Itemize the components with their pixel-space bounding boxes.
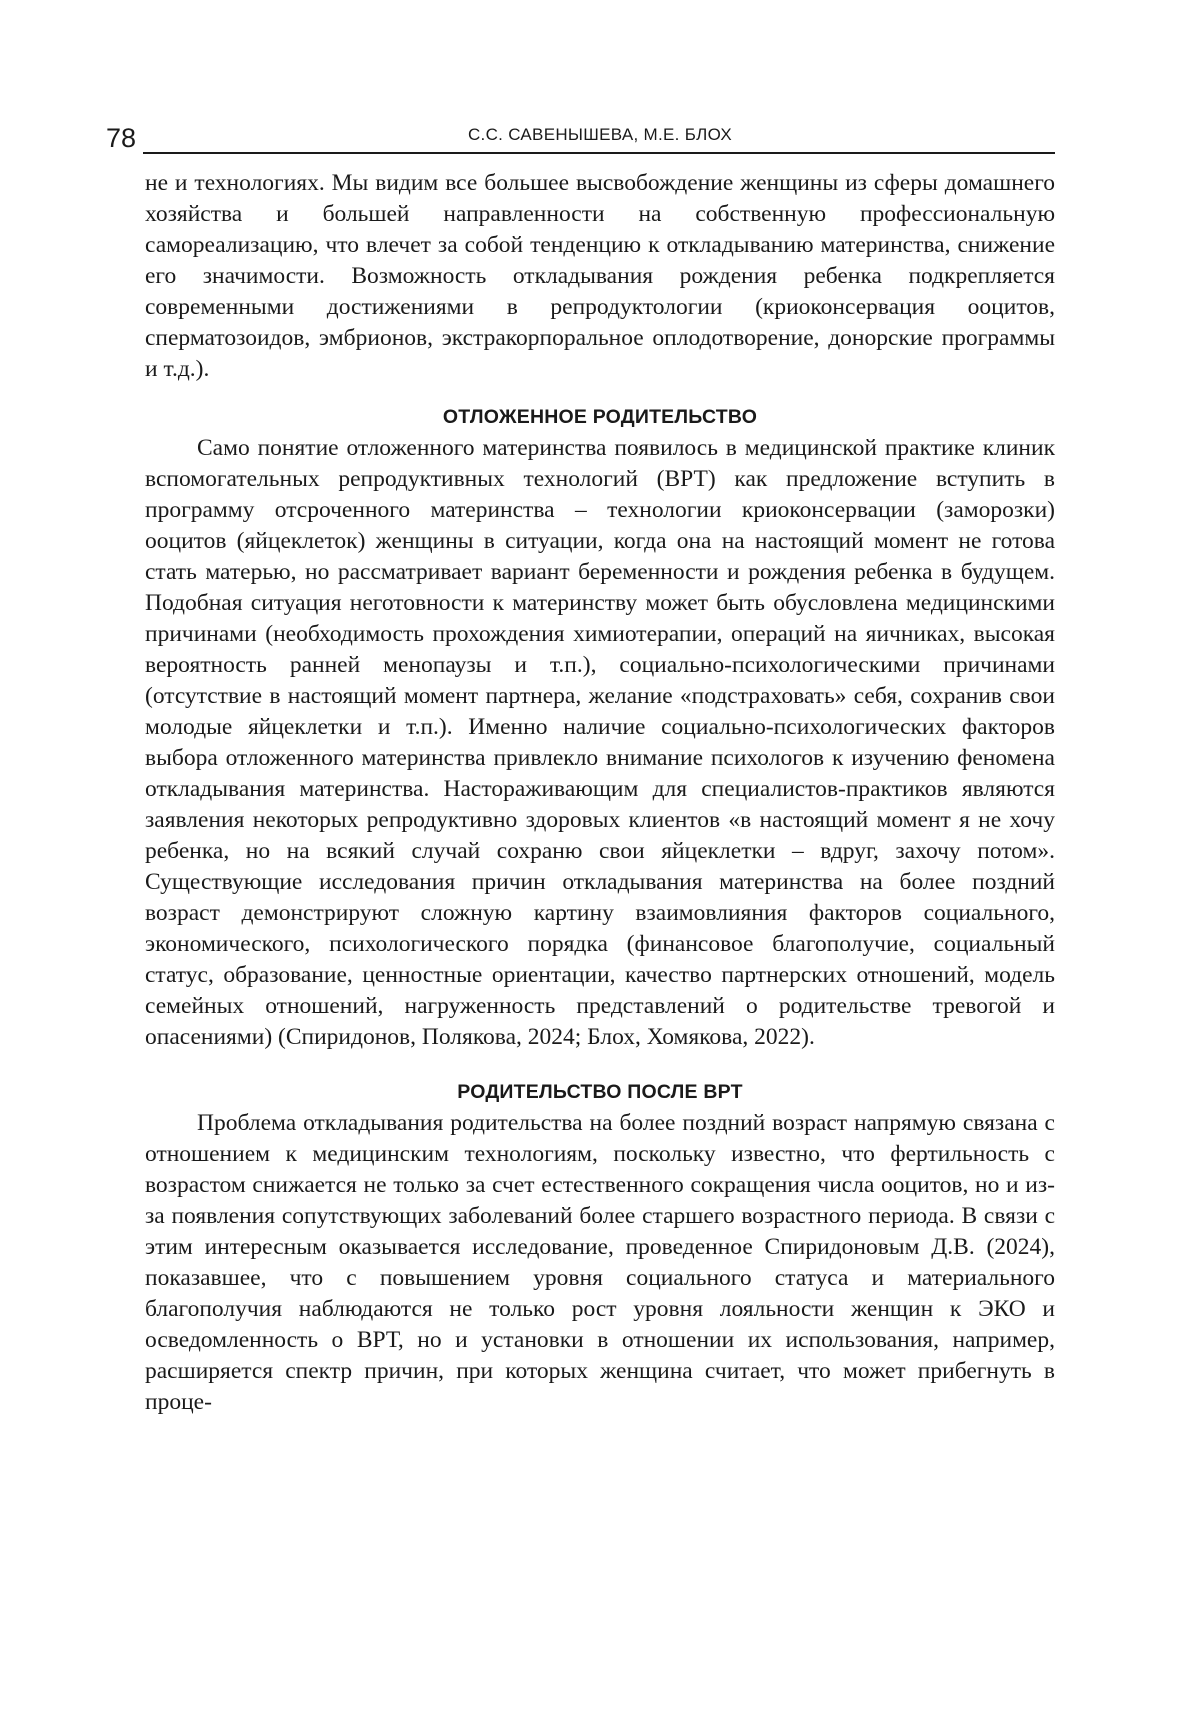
page-body xyxy=(145,168,1055,1418)
intro-paragraph: не и технологиях. Мы видим все большее высвобождение женщины из сферы домашнего хозяйства и большей направленности на собственную профессиональную самореализацию, что влечет за собой тенденцию к откладыванию материнства, снижение его значимости. Возможность откладывания рождения ребенка подкрепляется современными достижениями в репродуктологии (криоконсервация ооцитов, сперматозоидов, эмбрионов, экстракорпоральное оплодотворение, донорские программы и т.д.). xyxy=(145,170,1055,382)
running-head: С.С. САВЕНЫШЕВА, М.Е. БЛОХ xyxy=(467,125,733,144)
section-heading-deferred-parenthood: ОТЛОЖЕННОЕ РОДИТЕЛЬСТВО xyxy=(442,406,758,428)
section-heading-parenthood-after-art: РОДИТЕЛЬСТВО ПОСЛЕ ВРТ xyxy=(457,1081,743,1103)
section-paragraph-deferred-parenthood: Само понятие отложенного материнства появилось в медицинской практике клиник вспомогательных репродуктивных технологий (ВРТ) как предложение вступить в программу отсроченного материнства – технологии криоконсервации (заморозки) ооцитов (яйцеклеток) женщины в ситуации, когда она на настоящий момент не готова стать матерью, но рассматривает вариант беременности и рождения ребенка в будущем. Подобная ситуация неготовности к материнству может быть обусловлена медицинскими причинами (необходимость прохождения химиотерапии, операций на яичниках, высокая вероятность ранней менопаузы и т.п.), социально-психологическими причинами (отсутствие в настоящий момент партнера, желание «подстраховать» себя, сохранив свои молодые яйцеклетки и т.п.). Именно наличие социально-психологических факторов выбора отложенного материнства привлекло внимание психологов к изучению феномена откладывания материнства. Настораживающим для специалистов-практиков являются заявления некоторых репродуктивно здоровых клиентов «в настоящий момент я не хочу ребенка, но на всякий случай сохраню свои яйцеклетки – вдруг, захочу потом». Существующие исследования причин откладывания материнства на более поздний возраст демонстрируют сложную картину взаимовлияния факторов социального, экономического, психологического порядка (финансовое благополучие, социальный статус, образование, ценностные ориентации, качество партнерских отношений, модель семейных отношений, нагруженность представлений о родительстве тревогой и опасениями) (Спиридонов, Полякова, 2024; Блох, Хомякова, 2022). xyxy=(145,435,1055,1050)
page-number: 78 xyxy=(106,123,137,153)
header-rule xyxy=(143,152,1055,154)
section-paragraph-parenthood-after-art: Проблема откладывания родительства на более поздний возраст напрямую связана с отношением к медицинским технологиям, поскольку известно, что фертильность с возрастом снижается не только за счет естественного сокращения числа ооцитов, но и из-за появления сопутствующих заболеваний более старшего возрастного периода. В связи с этим интересным оказывается исследование, проведенное Спиридоновым Д.В. (2024), показавшее, что с повышением уровня социального статуса и материального благополучия наблюдаются не только рост уровня лояльности женщин к ЭКО и осведомленность о ВРТ, но и установки в отношении их использования, например, расширяется спектр причин, при которых женщина считает, что может прибегнуть в проце- xyxy=(145,1110,1055,1415)
